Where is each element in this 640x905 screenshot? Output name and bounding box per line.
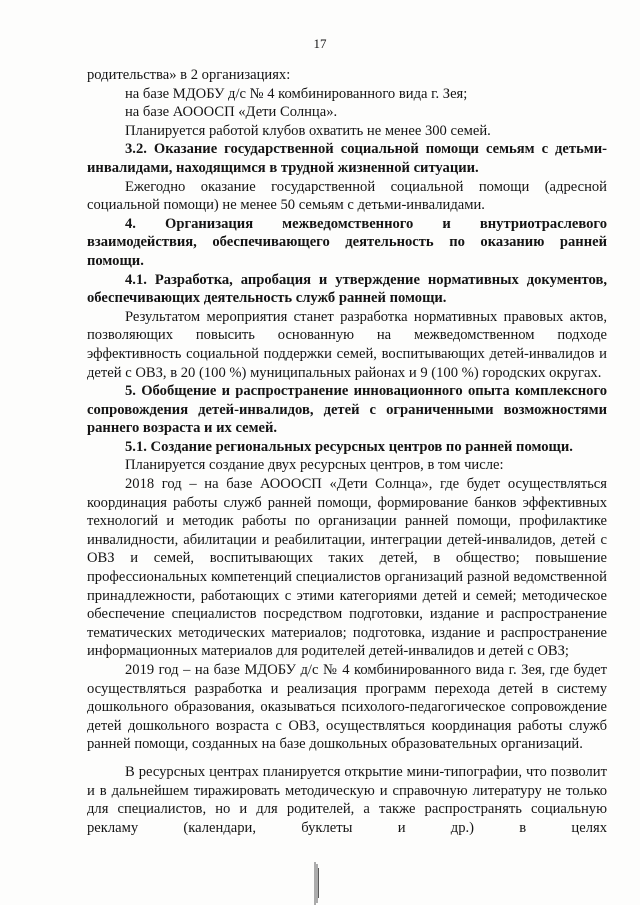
document-body: [87, 66, 607, 837]
section-heading: 5. Обобщение и распространение инновационного опыта комплексного сопровождения детей-инвалидов, детей с ограниченными возможностями раннего возраста и их семей.: [87, 383, 607, 437]
section-heading: 3.2. Оказание государственной социальной помощи семьям с детьми-инвалидами, находящимся в трудной жизненной ситуации.: [87, 141, 607, 176]
body-paragraph: на базе АОООСП «Дети Солнца».: [125, 104, 338, 121]
page-number: 17: [313, 36, 327, 51]
section-heading: 4.1. Разработка, апробация и утверждение нормативных документов, обеспечивающих деятельность служб ранней помощи.: [87, 271, 607, 307]
section-heading: 4. Организация межведомственного и внутриотраслевого взаимодействия, обеспечивающего деятельность по оказанию ранней помощи.: [87, 215, 607, 269]
body-paragraph: родительства» в 2 организациях:: [87, 67, 291, 83]
body-paragraph: Планируется создание двух ресурсных центров, в том числе:: [125, 457, 504, 474]
body-paragraph: 2018 год – на базе АОООСП «Дети Солнца», где будет осуществляться координация работы служб ранней помощи, формирование банков эффективных технологий и методик работы по организации ранней помощи, профилактике инвалидности, абилитации и реабилитации, интеграции детей-инвалидов, детей с ОВЗ и семей, воспитывающих таких детей, в общество; повышение профессиональных компетенций специалистов организаций разной ведомственной принадлежности, работающих с этими категориями детей и семей; методическое обеспечение специалистов посредством подготовки, издание и распространение тематических методических материалов; подготовка, издание и распространение информационных материалов для родителей детей-инвалидов и детей с ОВЗ;: [87, 476, 607, 660]
section-heading: 5.1. Создание региональных ресурсных центров по ранней помощи.: [125, 438, 573, 455]
body-paragraph: Планируется работой клубов охватить не менее 300 семей.: [125, 122, 491, 139]
body-paragraph: Результатом мероприятия станет разработка нормативных правовых актов, позволяющих повысить основанную на межведомственном подходе эффективность социальной поддержки семей, воспитывающих детей-инвалидов и детей с ОВЗ, в 20 (100 %) муниципальных районах и 9 (100 %) городских округах.: [87, 308, 607, 381]
body-paragraph: В ресурсных центрах планируется открытие мини-типографии, что позволит и в дальнейшем тиражировать методическую и справочную литературу не только для специалистов, но и для родителей, а также распространять социальную рекламу (календари, буклеты и др.) в целях: [87, 763, 607, 836]
body-paragraph: на базе МДОБУ д/с № 4 комбинированного вида г. Зея;: [125, 85, 468, 102]
body-paragraph: Ежегодно оказание государственной социальной помощи (адресной социальной помощи) не менее 50 семьям с детьми-инвалидами.: [87, 178, 607, 214]
binding-mark: [312, 862, 321, 905]
body-paragraph: 2019 год – на базе МДОБУ д/с № 4 комбинированного вида г. Зея, где будет осуществляться разработка и реализация программ перехода детей в систему дошкольного образования, оказываться психолого-педагогическое сопровождение детей дошкольного возраста с ОВЗ, осуществляться координация работы служб ранней помощи, созданных на базе дошкольных образовательных организаций.: [87, 662, 607, 753]
